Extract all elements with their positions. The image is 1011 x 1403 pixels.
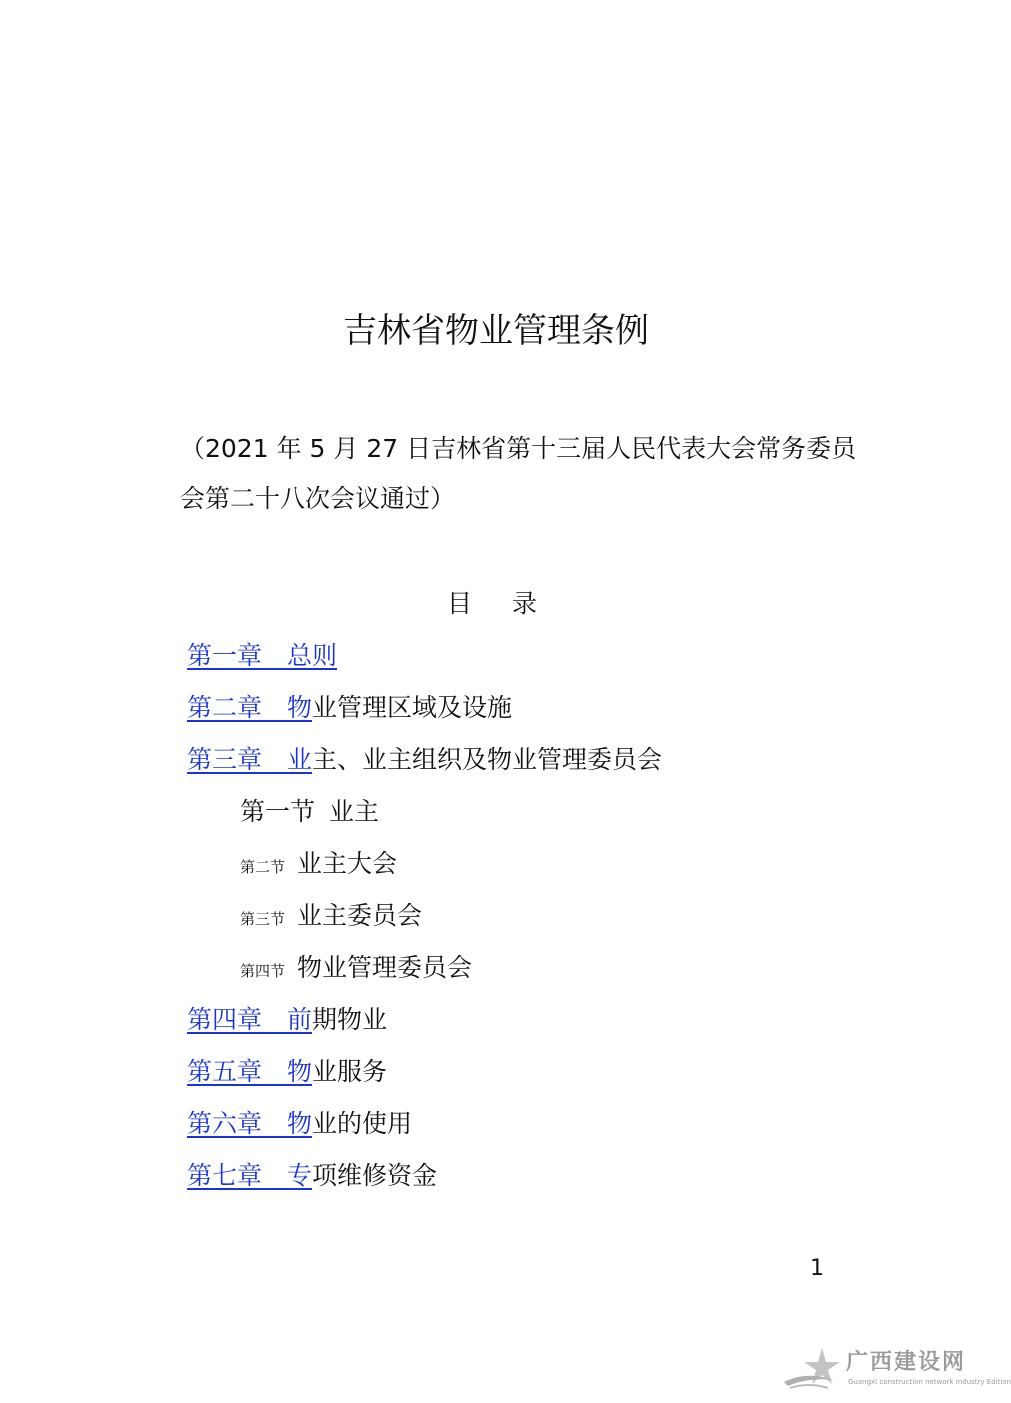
- watermark-tagline: Guangxi construction network Industry Edition: [848, 1378, 1011, 1386]
- toc-entry-chapter-6: [187, 1106, 412, 1142]
- watermark-name: 广西建设网: [846, 1349, 967, 1375]
- section-number: 第三节: [240, 910, 286, 928]
- toc-entry-section-3: [240, 898, 422, 937]
- toc-entry-text: 项维修资金: [312, 1161, 438, 1190]
- page-number: 1: [810, 1256, 824, 1281]
- toc-link-chapter-1[interactable]: 第一章 总则: [187, 641, 338, 670]
- watermark: [782, 1340, 1011, 1398]
- document-title: 吉林省物业管理条例: [343, 311, 649, 351]
- toc-link-chapter-6[interactable]: 第六章 物: [187, 1109, 313, 1138]
- star-swoosh-icon: [782, 1344, 844, 1394]
- toc-link-chapter-2[interactable]: 第二章 物: [187, 693, 313, 722]
- section-title: 业主委员会: [297, 901, 423, 930]
- toc-entry-text: 期物业: [312, 1005, 388, 1034]
- section-title: 业主大会: [297, 849, 398, 878]
- section-number: 第二节: [240, 858, 286, 876]
- toc-entry-text: 主、业主组织及物业管理委员会: [312, 745, 663, 774]
- toc-entry-chapter-1: [187, 638, 337, 674]
- toc-link-chapter-7[interactable]: 第七章 专: [187, 1161, 313, 1190]
- toc-link-chapter-4[interactable]: 第四章 前: [187, 1005, 313, 1034]
- section-title: 物业管理委员会: [297, 953, 473, 982]
- toc-entry-chapter-3: [187, 742, 662, 778]
- toc-entry-text: 业服务: [312, 1057, 388, 1086]
- section-title: 业主: [329, 797, 380, 826]
- toc-entry-chapter-5: [187, 1054, 387, 1090]
- toc-link-chapter-5[interactable]: 第五章 物: [187, 1057, 313, 1086]
- toc-entry-chapter-7: [187, 1158, 437, 1194]
- toc-entry-chapter-4: [187, 1002, 387, 1038]
- toc-entry-section-1: [240, 794, 379, 830]
- section-number: 第一节: [240, 797, 316, 826]
- toc-entry-chapter-2: [187, 690, 512, 726]
- toc-entry-text: 业的使用: [312, 1109, 413, 1138]
- toc-entry-section-4: [240, 950, 472, 989]
- toc-heading: 目 录: [447, 589, 553, 618]
- section-number: 第四节: [240, 962, 286, 980]
- document-subtitle: （2021 年 5 月 27 日吉林省第十三届人民代表大会常务委员会第二十八次会议通过）: [180, 434, 857, 513]
- toc-link-chapter-3[interactable]: 第三章 业: [187, 745, 313, 774]
- toc-entry-text: 业管理区域及设施: [312, 693, 513, 722]
- toc-entry-section-2: [240, 846, 397, 885]
